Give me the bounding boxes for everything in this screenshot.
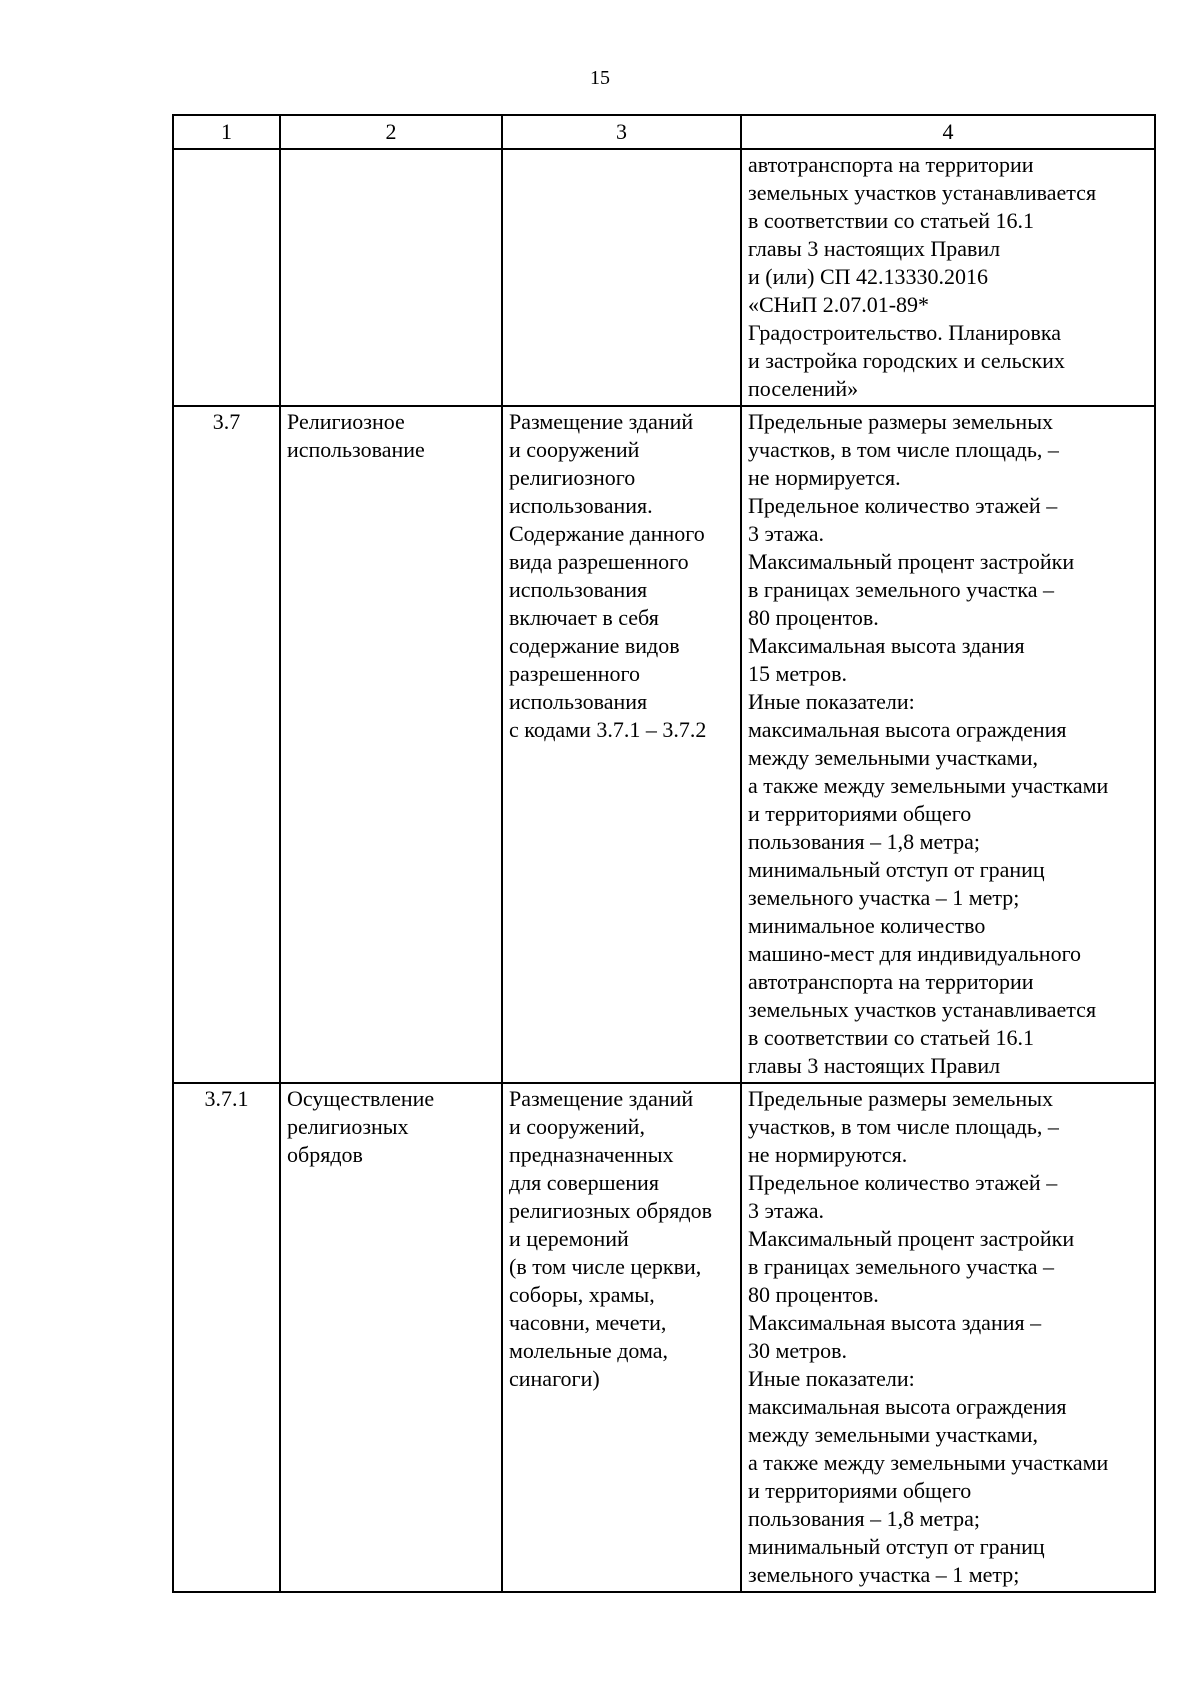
text-line: и сооружений, <box>509 1114 645 1139</box>
text-line: в границах земельного участка – <box>748 577 1054 602</box>
text-line: (в том числе церкви, <box>509 1254 702 1279</box>
page-number: 15 <box>590 67 610 89</box>
column-header-4: 4 <box>741 115 1155 149</box>
text-line: для совершения <box>509 1170 659 1195</box>
text-line: Осуществление <box>287 1086 435 1111</box>
text-line: пользования – 1,8 метра; <box>748 1506 981 1531</box>
text-line: не нормируются. <box>748 1142 908 1167</box>
text-line: содержание видов <box>509 633 680 658</box>
text-line: Максимальный процент застройки <box>748 1226 1075 1251</box>
text-line: религиозного <box>509 465 636 490</box>
cell-code <box>173 149 280 406</box>
text-line: минимальный отступ от границ <box>748 857 1045 882</box>
text-line: часовни, мечети, <box>509 1310 667 1335</box>
text-line: не нормируется. <box>748 465 901 490</box>
text-line: использование <box>287 437 425 462</box>
cell-parameters <box>741 149 1155 406</box>
text-line: и территориями общего <box>748 1478 972 1503</box>
zoning-table <box>172 114 1156 1593</box>
text-line: Размещение зданий <box>509 1086 694 1111</box>
text-line: и (или) СП 42.13330.2016 <box>748 264 989 289</box>
text-line: в соответствии со статьей 16.1 <box>748 1025 1034 1050</box>
text-line: использования <box>509 577 648 602</box>
text-line: в границах земельного участка – <box>748 1254 1054 1279</box>
cell-code: 3.7 <box>173 406 280 1083</box>
text-line: синагоги) <box>509 1366 600 1391</box>
text-line: а также между земельными участками <box>748 773 1109 798</box>
text-line: вида разрешенного <box>509 549 689 574</box>
column-header-2: 2 <box>280 115 502 149</box>
text-line: с кодами 3.7.1 – 3.7.2 <box>509 717 707 742</box>
text-line: разрешенного <box>509 661 640 686</box>
text-line: Максимальный процент застройки <box>748 549 1075 574</box>
text-line: пользования – 1,8 метра; <box>748 829 981 854</box>
text-line: а также между земельными участками <box>748 1450 1109 1475</box>
text-line: главы 3 настоящих Правил <box>748 236 1001 261</box>
text-line: Предельное количество этажей – <box>748 1170 1058 1195</box>
table-row <box>173 406 1155 1083</box>
text-line: главы 3 настоящих Правил <box>748 1053 1001 1078</box>
cell-use-name <box>280 406 502 1083</box>
table-header-row <box>173 115 1155 149</box>
text-line: 30 метров. <box>748 1338 847 1363</box>
text-line: «СНиП 2.07.01-89* <box>748 292 930 317</box>
text-line: включает в себя <box>509 605 659 630</box>
text-line: 3 этажа. <box>748 521 825 546</box>
text-line: и церемоний <box>509 1226 629 1251</box>
cell-use-name <box>280 149 502 406</box>
text-line: Предельные размеры земельных <box>748 1086 1053 1111</box>
text-line: Содержание данного <box>509 521 705 546</box>
text-line: и застройка городских и сельских <box>748 348 1065 373</box>
cell-description <box>502 406 741 1083</box>
cell-use-name <box>280 1083 502 1592</box>
text-line: минимальное количество <box>748 913 986 938</box>
cell-parameters <box>741 406 1155 1083</box>
text-line: поселений» <box>748 376 859 401</box>
text-line: использования <box>509 689 648 714</box>
table-row <box>173 149 1155 406</box>
text-line: 3 этажа. <box>748 1198 825 1223</box>
text-line: молельные дома, <box>509 1338 669 1363</box>
text-line: Иные показатели: <box>748 689 915 714</box>
table-row <box>173 1083 1155 1592</box>
text-line: земельного участка – 1 метр; <box>748 1562 1020 1587</box>
text-line: использования. <box>509 493 653 518</box>
text-line: 15 метров. <box>748 661 847 686</box>
text-line: максимальная высота ограждения <box>748 717 1067 742</box>
cell-description <box>502 1083 741 1592</box>
cell-code: 3.7.1 <box>173 1083 280 1592</box>
text-line: автотранспорта на территории <box>748 969 1034 994</box>
cell-parameters <box>741 1083 1155 1592</box>
text-line: Иные показатели: <box>748 1366 915 1391</box>
text-line: максимальная высота ограждения <box>748 1394 1067 1419</box>
text-line: автотранспорта на территории <box>748 152 1034 177</box>
text-line: земельных участков устанавливается <box>748 997 1097 1022</box>
text-line: между земельными участками, <box>748 745 1039 770</box>
text-line: религиозных <box>287 1114 409 1139</box>
text-line: участков, в том числе площадь, – <box>748 437 1059 462</box>
text-line: предназначенных <box>509 1142 674 1167</box>
text-line: Предельные размеры земельных <box>748 409 1053 434</box>
text-line: 80 процентов. <box>748 1282 879 1307</box>
text-line: земельных участков устанавливается <box>748 180 1097 205</box>
text-line: земельного участка – 1 метр; <box>748 885 1020 910</box>
column-header-1: 1 <box>173 115 280 149</box>
text-line: в соответствии со статьей 16.1 <box>748 208 1034 233</box>
text-line: участков, в том числе площадь, – <box>748 1114 1059 1139</box>
text-line: и сооружений <box>509 437 640 462</box>
text-line: 80 процентов. <box>748 605 879 630</box>
text-line: Предельное количество этажей – <box>748 493 1058 518</box>
text-line: Максимальная высота здания – <box>748 1310 1042 1335</box>
text-line: обрядов <box>287 1142 363 1167</box>
text-line: соборы, храмы, <box>509 1282 655 1307</box>
text-line: Религиозное <box>287 409 405 434</box>
text-line: машино-мест для индивидуального <box>748 941 1082 966</box>
text-line: Градостроительство. Планировка <box>748 320 1061 345</box>
text-line: минимальный отступ от границ <box>748 1534 1045 1559</box>
text-line: между земельными участками, <box>748 1422 1039 1447</box>
text-line: Размещение зданий <box>509 409 694 434</box>
table-body <box>173 149 1155 1592</box>
text-line: религиозных обрядов <box>509 1198 712 1223</box>
text-line: и территориями общего <box>748 801 972 826</box>
text-line: Максимальная высота здания <box>748 633 1025 658</box>
cell-description <box>502 149 741 406</box>
column-header-3: 3 <box>502 115 741 149</box>
